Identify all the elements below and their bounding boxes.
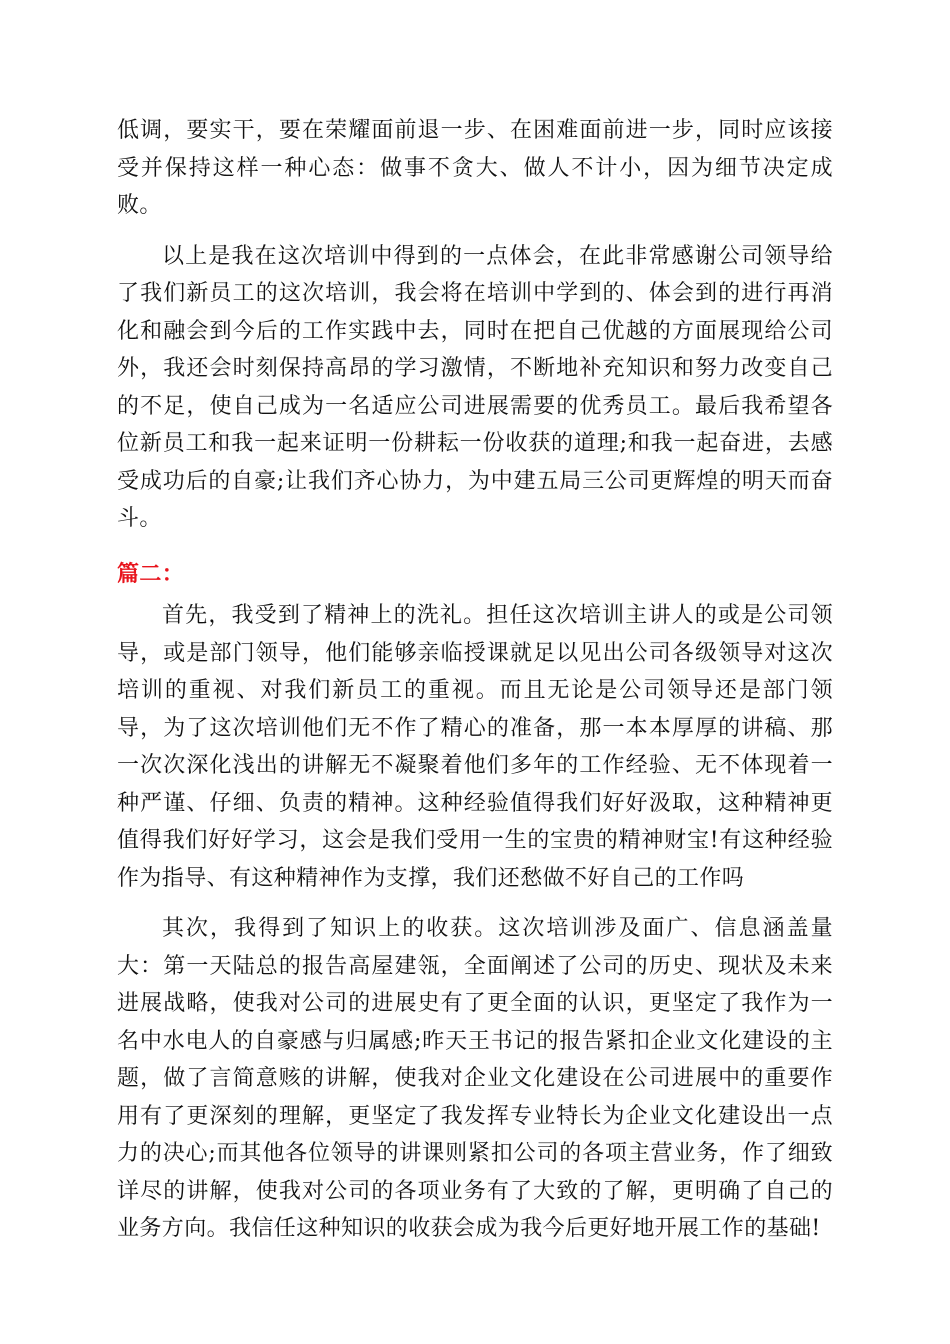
paragraph-knowledge: 其次，我得到了知识上的收获。这次培训涉及面广、信息涵盖量大：第一天陆总的报告高屋建瓴，全面阐述了公司的历史、现状及未来进展战略，使我对公司的进展史有了更全面的认识，更坚定了我作为一名中水电人的自豪感与归属感;昨天王书记的报告紧扣企业文化建设的主题，做了言简意赅的讲解，使我对企业文化建设在公司进展中的重要作用有了更深刻的理解，更坚定了我发挥专业特长为企业文化建设出一点力的决心;而其他各位领导的讲课则紧扣公司的各项主营业务，作了细致详尽的讲解，使我对公司的各项业务有了大致的了解，更明确了自己的业务方向。我信任这种知识的收获会成为我今后更好地开展工作的基础! [117, 916, 833, 1241]
paragraph-conclusion: 以上是我在这次培训中得到的一点体会，在此非常感谢公司领导给了我们新员工的这次培训，我会将在培训中学到的、体会到的进行再消化和融会到今后的工作实践中去，同时在把自己优越的方面展现给公司外，我还会时刻保持高昂的学习激情，不断地补充知识和努力改变自己的不足，使自己成为一名适应公司进展需要的优秀员工。最后我希望各位新员工和我一起来证明一份耕耘一份收获的道理;和我一起奋进，去感受成功后的自豪;让我们齐心协力，为中建五局三公司更辉煌的明天而奋斗。 [117, 243, 833, 531]
section-heading: 篇二： [117, 561, 185, 587]
document-page [117, 112, 833, 1248]
paragraph-continuation: 低调，要实干，要在荣耀面前退一步、在困难面前进一步，同时应该接受并保持这样一种心态：做事不贪大、做人不计小，因为细节决定成败。 [117, 118, 833, 218]
paragraph-spirit: 首先，我受到了精神上的洗礼。担任这次培训主讲人的或是公司领导，或是部门领导，他们能够亲临授课就足以见出公司各级领导对这次培训的重视、对我们新员工的重视。而且无论是公司领导还是部门领导，为了这次培训他们无不作了精心的准备，那一本本厚厚的讲稿、那一次次深化浅出的讲解无不凝聚着他们多年的工作经验、无不体现着一种严谨、仔细、负责的精神。这种经验值得我们好好汲取，这种精神更值得我们好好学习，这会是我们受用一生的宝贵的精神财宝!有这种经验作为指导、有这种精神作为支撑，我们还愁做不好自己的工作吗 [117, 603, 833, 891]
